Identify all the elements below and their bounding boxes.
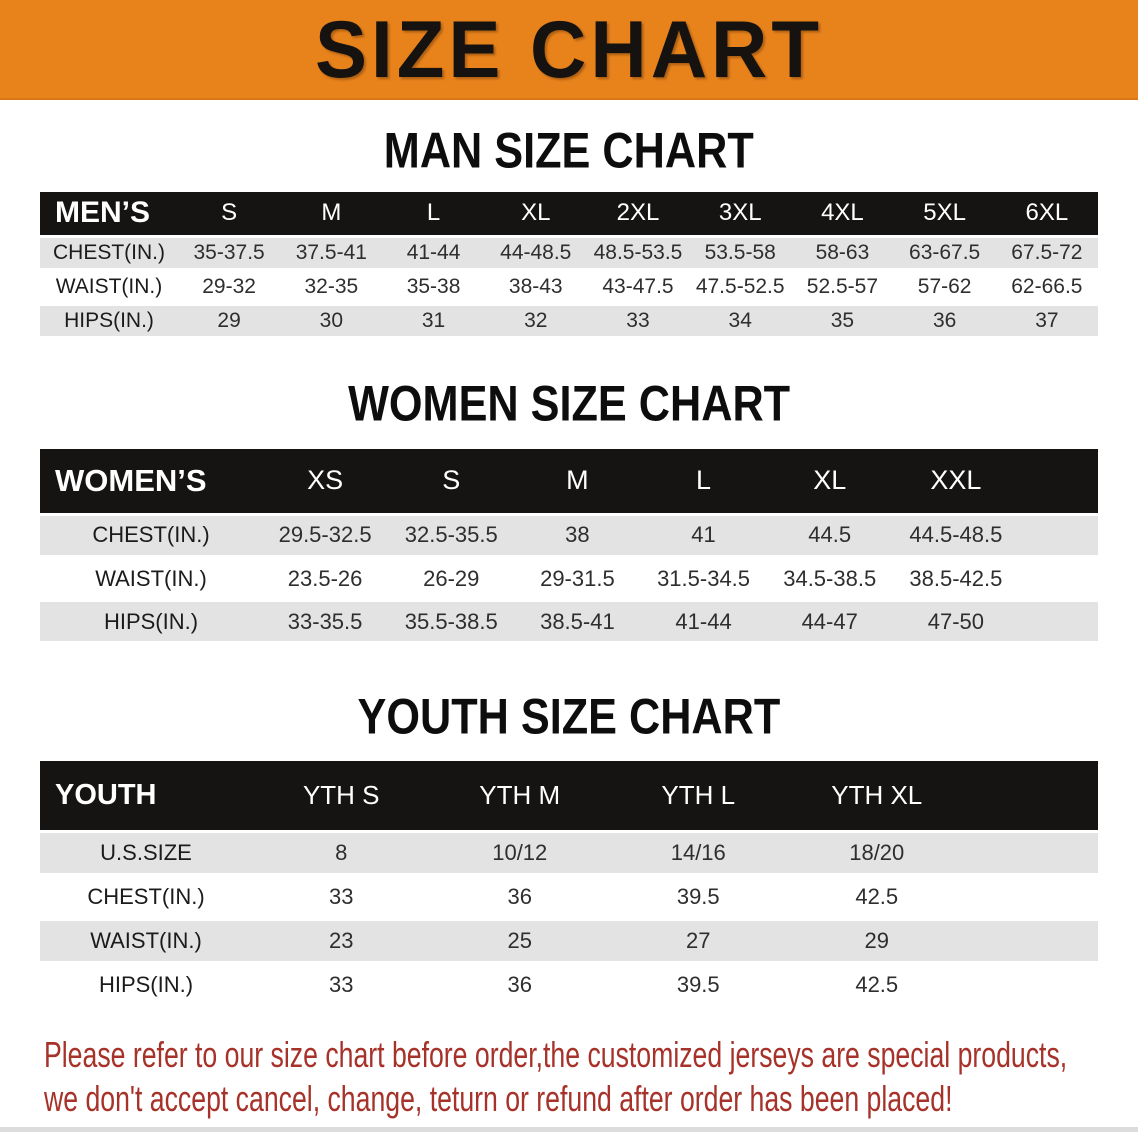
filler-cell: [966, 761, 1098, 831]
size-value-cell: 53.5-58: [689, 236, 791, 270]
women-section-heading-text: WOMEN SIZE CHART: [347, 374, 790, 432]
size-value-cell: 38: [514, 514, 640, 557]
men-section-heading: [0, 121, 1138, 179]
filler-cell: [1019, 557, 1098, 600]
size-value-cell: 62-66.5: [996, 270, 1098, 304]
measurement-row: [40, 514, 1098, 557]
size-value-cell: 23: [252, 919, 431, 963]
women-size-section: [0, 374, 1138, 645]
measurement-row: [40, 557, 1098, 600]
size-value-cell: 36: [431, 875, 610, 919]
size-value-cell: 43-47.5: [587, 270, 689, 304]
size-value-cell: 38.5-41: [514, 600, 640, 643]
size-value-cell: 67.5-72: [996, 236, 1098, 270]
size-value-cell: 33: [587, 304, 689, 338]
youth-table-wrap: [0, 761, 1138, 1009]
size-value-cell: 42.5: [788, 875, 967, 919]
size-column-header: XL: [767, 449, 893, 514]
size-value-cell: 32: [485, 304, 587, 338]
size-value-cell: 33: [252, 875, 431, 919]
size-value-cell: 47.5-52.5: [689, 270, 791, 304]
size-value-cell: 36: [431, 963, 610, 1007]
women-table-wrap: [0, 449, 1138, 645]
measurement-row: [40, 919, 1098, 963]
size-value-cell: 29: [178, 304, 280, 338]
measure-label-cell: U.S.SIZE: [40, 831, 252, 875]
measure-label-cell: CHEST(IN.): [40, 875, 252, 919]
size-value-cell: 29-31.5: [514, 557, 640, 600]
measure-label-cell: WAIST(IN.): [40, 270, 178, 304]
size-value-cell: 44-47: [767, 600, 893, 643]
size-value-cell: 31: [382, 304, 484, 338]
size-column-header: 4XL: [791, 192, 893, 236]
size-value-cell: 33: [252, 963, 431, 1007]
men-section-heading-text: MAN SIZE CHART: [384, 121, 754, 179]
measure-label-cell: CHEST(IN.): [40, 514, 262, 557]
size-value-cell: 25: [431, 919, 610, 963]
filler-cell: [1019, 600, 1098, 643]
size-column-header: M: [514, 449, 640, 514]
size-column-header: L: [640, 449, 766, 514]
size-value-cell: 29: [788, 919, 967, 963]
filler-cell: [966, 831, 1098, 875]
youth-size-table: [40, 761, 1098, 1009]
size-value-cell: 42.5: [788, 963, 967, 1007]
measurement-row: [40, 831, 1098, 875]
measure-label-cell: WAIST(IN.): [40, 557, 262, 600]
measure-label-cell: HIPS(IN.): [40, 304, 178, 338]
filler-cell: [966, 919, 1098, 963]
youth-table-header-row: [40, 761, 1098, 831]
measure-label-cell: HIPS(IN.): [40, 600, 262, 643]
size-value-cell: 44-48.5: [485, 236, 587, 270]
size-column-header: 5XL: [894, 192, 996, 236]
size-chart-content: [0, 121, 1138, 1121]
table-title-cell: WOMEN’S: [40, 449, 262, 514]
women-size-table: [40, 449, 1098, 645]
size-value-cell: 23.5-26: [262, 557, 388, 600]
size-value-cell: 41: [640, 514, 766, 557]
size-column-header: L: [382, 192, 484, 236]
size-column-header: XXL: [893, 449, 1019, 514]
size-value-cell: 41-44: [640, 600, 766, 643]
size-value-cell: 35-38: [382, 270, 484, 304]
size-value-cell: 35: [791, 304, 893, 338]
measurement-row: [40, 600, 1098, 643]
women-table-header-row: [40, 449, 1098, 514]
women-section-heading: [0, 374, 1138, 432]
banner-title: SIZE CHART: [315, 3, 823, 95]
measurement-row: [40, 304, 1098, 338]
size-value-cell: 26-29: [388, 557, 514, 600]
men-size-section: [0, 121, 1138, 340]
size-value-cell: 58-63: [791, 236, 893, 270]
measure-label-cell: CHEST(IN.): [40, 236, 178, 270]
youth-section-heading-text: YOUTH SIZE CHART: [357, 687, 781, 745]
size-value-cell: 44.5: [767, 514, 893, 557]
size-column-header: M: [280, 192, 382, 236]
size-value-cell: 27: [609, 919, 788, 963]
size-value-cell: 29-32: [178, 270, 280, 304]
measurement-row: [40, 270, 1098, 304]
size-value-cell: 38-43: [485, 270, 587, 304]
measurement-row: [40, 875, 1098, 919]
size-value-cell: 8: [252, 831, 431, 875]
table-title-cell: MEN’S: [40, 192, 178, 236]
size-value-cell: 30: [280, 304, 382, 338]
filler-cell: [1019, 514, 1098, 557]
size-value-cell: 18/20: [788, 831, 967, 875]
size-value-cell: 32-35: [280, 270, 382, 304]
size-value-cell: 48.5-53.5: [587, 236, 689, 270]
size-value-cell: 35.5-38.5: [388, 600, 514, 643]
size-value-cell: 57-62: [894, 270, 996, 304]
size-value-cell: 35-37.5: [178, 236, 280, 270]
size-value-cell: 10/12: [431, 831, 610, 875]
filler-cell: [966, 875, 1098, 919]
measurement-row: [40, 963, 1098, 1007]
size-chart-banner: [0, 0, 1138, 100]
size-column-header: 2XL: [587, 192, 689, 236]
size-value-cell: 41-44: [382, 236, 484, 270]
measure-label-cell: WAIST(IN.): [40, 919, 252, 963]
size-value-cell: 39.5: [609, 875, 788, 919]
size-column-header: YTH S: [252, 761, 431, 831]
size-value-cell: 47-50: [893, 600, 1019, 643]
filler-cell: [966, 963, 1098, 1007]
measurement-row: [40, 236, 1098, 270]
size-column-header: YTH M: [431, 761, 610, 831]
size-value-cell: 37.5-41: [280, 236, 382, 270]
size-column-header: 6XL: [996, 192, 1098, 236]
youth-size-section: [0, 687, 1138, 1009]
size-value-cell: 63-67.5: [894, 236, 996, 270]
size-column-header: YTH XL: [788, 761, 967, 831]
size-value-cell: 32.5-35.5: [388, 514, 514, 557]
size-column-header: XS: [262, 449, 388, 514]
men-table-header-row: [40, 192, 1098, 236]
youth-section-heading: [0, 687, 1138, 745]
filler-cell: [1019, 449, 1098, 514]
men-table-wrap: [0, 192, 1138, 340]
size-value-cell: 37: [996, 304, 1098, 338]
size-value-cell: 31.5-34.5: [640, 557, 766, 600]
men-size-table: [40, 192, 1098, 340]
size-column-header: XL: [485, 192, 587, 236]
size-value-cell: 38.5-42.5: [893, 557, 1019, 600]
disclaimer-line-1: Please refer to our size chart before order,the customized jerseys are special products,: [44, 1034, 1068, 1075]
measure-label-cell: HIPS(IN.): [40, 963, 252, 1007]
size-value-cell: 39.5: [609, 963, 788, 1007]
size-value-cell: 36: [894, 304, 996, 338]
size-value-cell: 34.5-38.5: [767, 557, 893, 600]
table-title-cell: YOUTH: [40, 761, 252, 831]
size-column-header: YTH L: [609, 761, 788, 831]
size-value-cell: 33-35.5: [262, 600, 388, 643]
size-value-cell: 14/16: [609, 831, 788, 875]
disclaimer-line-2: we don't accept cancel, change, teturn or refund after order has been placed!: [44, 1078, 953, 1119]
size-value-cell: 29.5-32.5: [262, 514, 388, 557]
size-column-header: S: [388, 449, 514, 514]
size-column-header: S: [178, 192, 280, 236]
size-column-header: 3XL: [689, 192, 791, 236]
size-value-cell: 34: [689, 304, 791, 338]
disclaimer-note: [0, 1033, 1138, 1121]
size-value-cell: 52.5-57: [791, 270, 893, 304]
size-value-cell: 44.5-48.5: [893, 514, 1019, 557]
